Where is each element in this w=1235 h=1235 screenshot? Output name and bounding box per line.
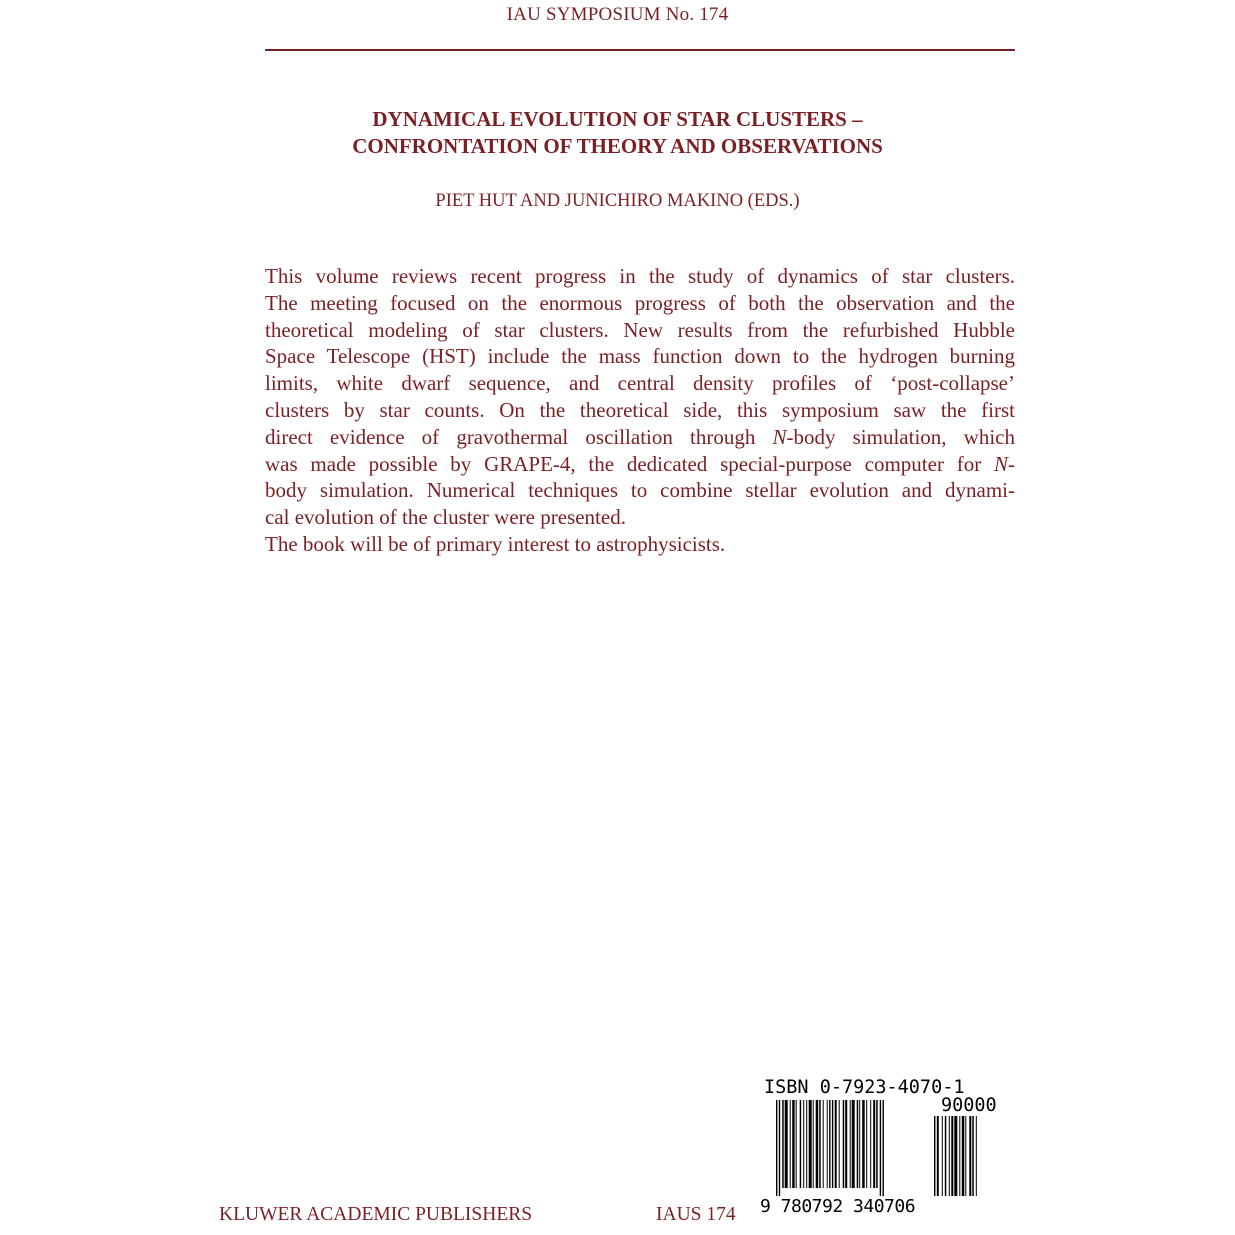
barcode-bar [850, 1100, 851, 1188]
book-title-line-2: CONFRONTATION OF THEORY AND OBSERVATIONS [352, 134, 883, 158]
blurb-line: The book will be of primary interest to astrophysicists. [265, 531, 726, 556]
barcode-bar [852, 1100, 855, 1188]
barcode-bar [792, 1100, 795, 1188]
barcode-bar [776, 1100, 777, 1196]
blurb-line: theoretical modeling of star clusters. New results from the refurbished Hubble [265, 317, 1015, 342]
blurb-line [265, 424, 1015, 451]
addon-code: 90000 [941, 1095, 997, 1116]
barcode-bar [779, 1100, 780, 1196]
blurb-text: -body simulation, which [786, 424, 1015, 449]
barcode-bar [866, 1100, 867, 1188]
blurb-line: body simulation. Numerical techniques to combine stellar evolution and dynami- [265, 478, 1015, 503]
editors: PIET HUT AND JUNICHIRO MAKINO (EDS.) [435, 191, 800, 211]
blurb-text: - [1008, 451, 1015, 476]
barcode-bar [969, 1116, 971, 1196]
blurb-line: clusters by star counts. On the theoretical side, this symposium saw the first [265, 397, 1015, 422]
blurb [265, 263, 1015, 558]
barcode-bar [790, 1100, 791, 1188]
barcode-bar [803, 1100, 804, 1188]
addon-barcode [934, 1116, 1010, 1198]
barcode-bar [972, 1116, 974, 1196]
isbn-label: ISBN 0-7923-4070-1 [764, 1077, 965, 1098]
blurb-line [265, 451, 1015, 478]
blurb-text: was made possible by GRAPE-4, the dedicated special-purpose computer for [265, 451, 994, 476]
barcode-bar [832, 1100, 833, 1188]
barcode-bar [835, 1100, 837, 1188]
barcode-bar [785, 1100, 788, 1188]
barcode-bar [962, 1116, 965, 1196]
barcode-bar [945, 1116, 947, 1196]
barcode-bar [809, 1100, 812, 1188]
blurb-text: direct evidence of gravothermal oscillation through [265, 424, 773, 449]
blurb-line: cal evolution of the cluster were presented. [265, 505, 626, 530]
barcode-bar [813, 1100, 814, 1188]
barcode-bar [880, 1100, 881, 1196]
publisher: KLUWER ACADEMIC PUBLISHERS [219, 1204, 533, 1225]
barcode-bar [959, 1116, 960, 1196]
barcode-bar [937, 1116, 939, 1196]
barcode-bar [965, 1116, 966, 1196]
barcode-bar [949, 1116, 950, 1196]
ean-barcode [776, 1100, 926, 1198]
blurb-italic-n: N [993, 451, 1008, 476]
blurb-line: The meeting focused on the enormous progress of both the observation and the [265, 290, 1015, 315]
barcode-bar [870, 1100, 871, 1188]
barcode-bar [806, 1100, 807, 1188]
series-title: IAU SYMPOSIUM No. 174 [506, 4, 729, 25]
barcode-digits: 9 780792 340706 [760, 1196, 916, 1217]
barcode-bar [976, 1116, 977, 1196]
series-code: IAUS 174 [656, 1204, 736, 1225]
blurb-italic-n: N [772, 424, 787, 449]
barcode-bar [823, 1100, 824, 1188]
barcode-bar [883, 1100, 884, 1196]
barcode-bar [857, 1100, 859, 1188]
barcode-bar [796, 1100, 797, 1188]
blurb-line: Space Telescope (HST) include the mass function down to the hydrogen burning [265, 344, 1015, 369]
barcode-bar [800, 1100, 802, 1188]
barcode-bar [873, 1100, 875, 1188]
barcode-bar [876, 1100, 878, 1188]
barcode-bar [862, 1100, 865, 1188]
barcode-bar [951, 1116, 953, 1196]
book-title-line-1: DYNAMICAL EVOLUTION OF STAR CLUSTERS – [372, 107, 863, 131]
barcode-bar [782, 1100, 784, 1188]
barcode-bar [954, 1116, 957, 1196]
barcode-bar [839, 1100, 840, 1188]
barcode-bar [829, 1100, 830, 1188]
barcode-bar [845, 1100, 847, 1188]
blurb-line: This volume reviews recent progress in the study of dynamics of star clusters. [265, 264, 1015, 288]
barcode-bar [843, 1100, 845, 1188]
blurb-line: limits, white dwarf sequence, and central density profiles of ‘post-collapse’ [265, 371, 1015, 396]
barcode-bar [827, 1100, 828, 1188]
barcode-bar [816, 1100, 819, 1188]
book-title [0, 106, 1235, 160]
barcode-bar [942, 1116, 943, 1196]
header-rule [265, 49, 1015, 51]
barcode-bar [859, 1100, 860, 1188]
barcode-bar [819, 1100, 821, 1188]
barcode-bar [934, 1116, 935, 1196]
